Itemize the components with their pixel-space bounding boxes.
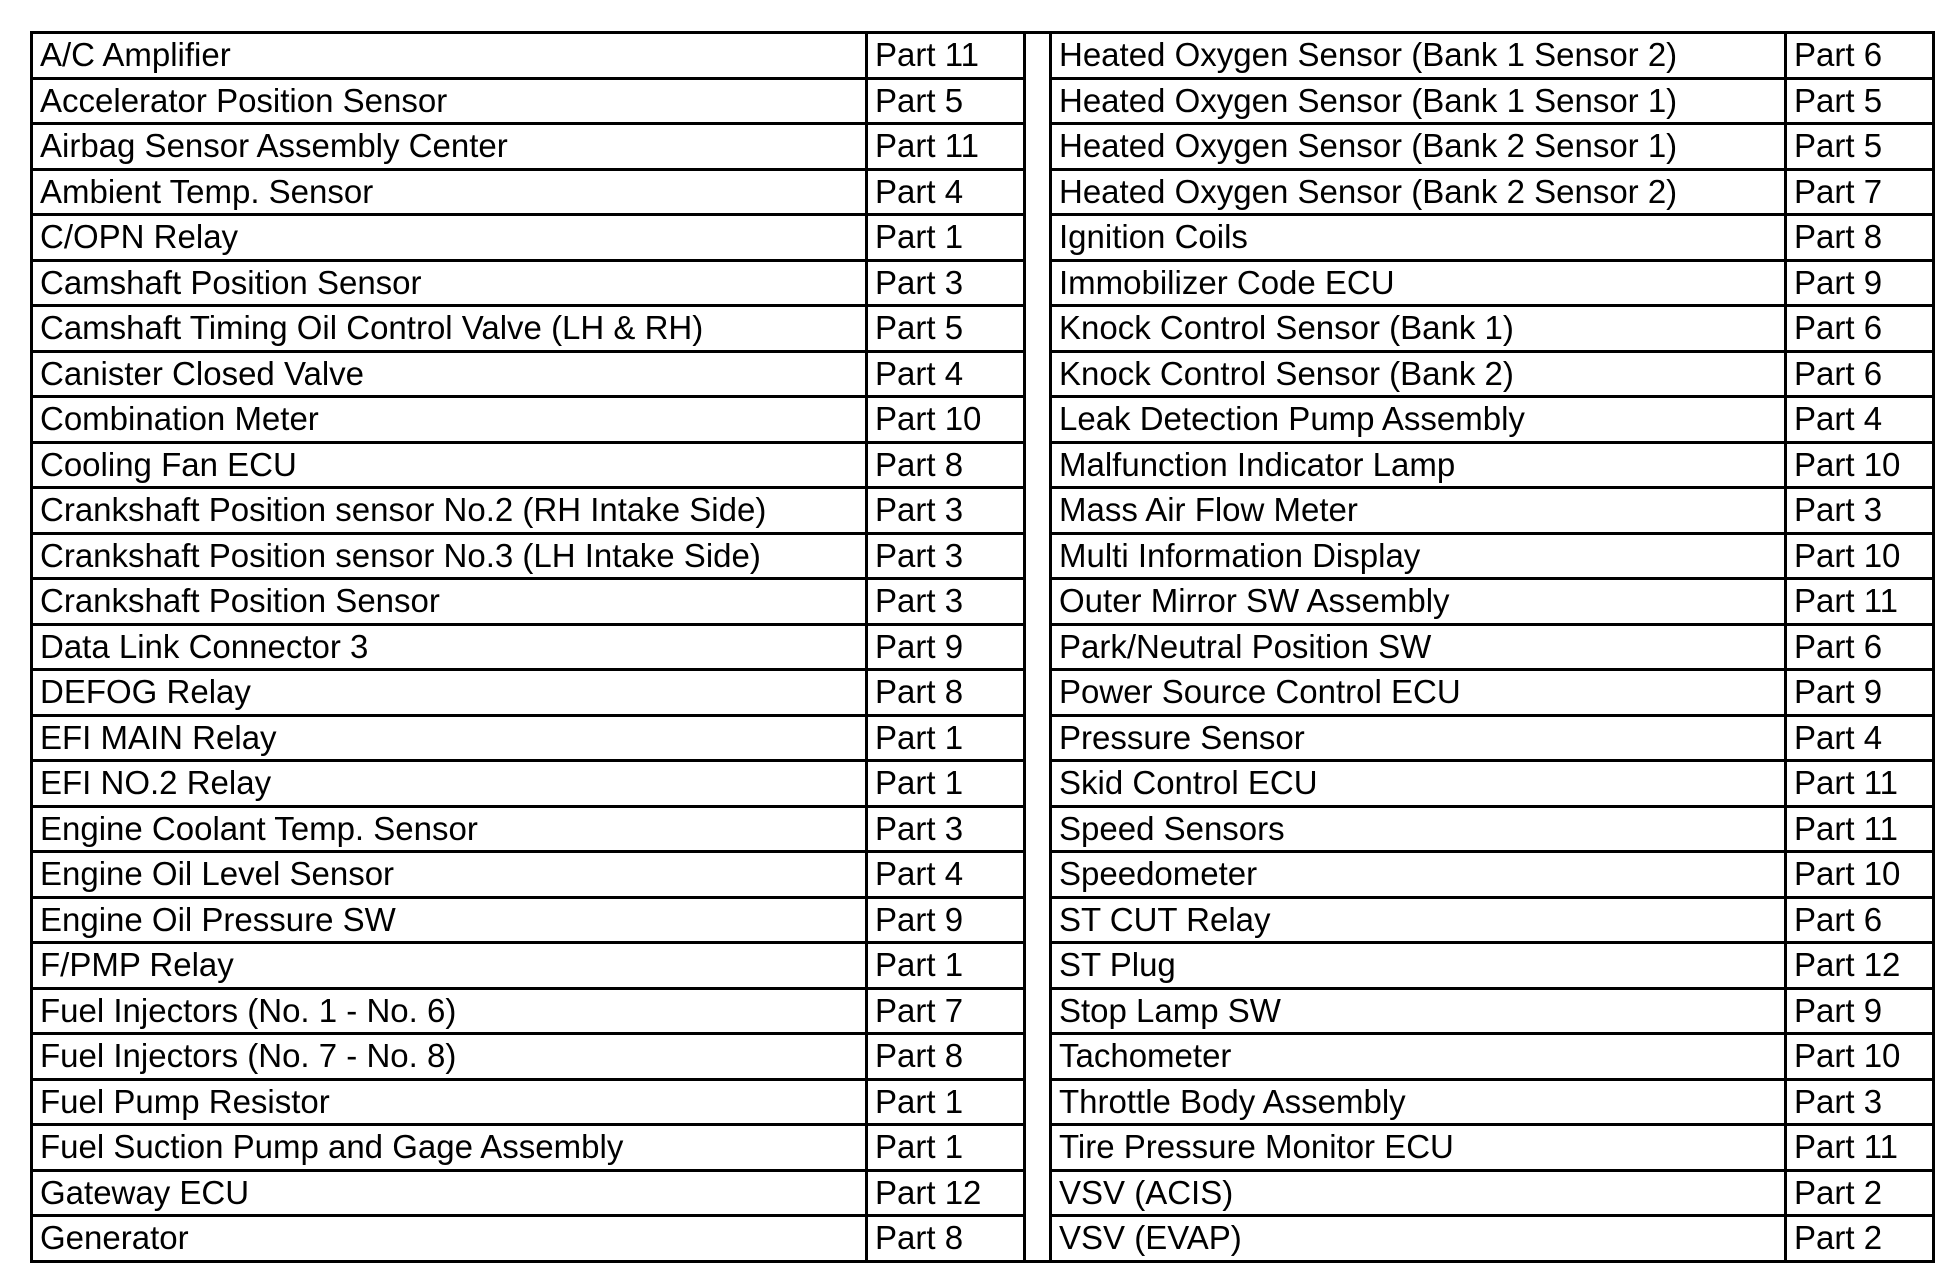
right-component-name: Heated Oxygen Sensor (Bank 1 Sensor 1) [1051,78,1786,124]
right-component-name: VSV (ACIS) [1051,1170,1786,1216]
right-component-name: Heated Oxygen Sensor (Bank 2 Sensor 2) [1051,169,1786,215]
left-component-part: Part 8 [867,1034,1025,1080]
left-component-part: Part 4 [867,852,1025,898]
right-component-part: Part 3 [1786,1079,1934,1125]
left-component-name: Engine Oil Level Sensor [32,852,867,898]
left-component-name: EFI NO.2 Relay [32,761,867,807]
left-component-name: F/PMP Relay [32,943,867,989]
table-row [32,1125,1934,1171]
left-component-name: A/C Amplifier [32,33,867,79]
table-row [32,1170,1934,1216]
right-component-part: Part 10 [1786,852,1934,898]
left-component-part: Part 1 [867,761,1025,807]
table-row [32,1034,1934,1080]
left-component-part: Part 5 [867,78,1025,124]
left-component-part: Part 9 [867,897,1025,943]
right-component-part: Part 6 [1786,33,1934,79]
column-gap [1025,488,1051,534]
right-component-name: Malfunction Indicator Lamp [1051,442,1786,488]
right-component-part: Part 7 [1786,169,1934,215]
left-component-part: Part 11 [867,124,1025,170]
right-component-name: Speedometer [1051,852,1786,898]
right-component-part: Part 11 [1786,806,1934,852]
right-component-part: Part 10 [1786,442,1934,488]
table-row [32,579,1934,625]
column-gap [1025,215,1051,261]
right-component-part: Part 8 [1786,215,1934,261]
column-gap [1025,579,1051,625]
table-row [32,1216,1934,1262]
right-component-name: ST CUT Relay [1051,897,1786,943]
table-row [32,1079,1934,1125]
left-component-name: Engine Oil Pressure SW [32,897,867,943]
column-gap [1025,943,1051,989]
left-component-name: Fuel Pump Resistor [32,1079,867,1125]
left-component-name: Fuel Suction Pump and Gage Assembly [32,1125,867,1171]
right-component-name: Immobilizer Code ECU [1051,260,1786,306]
right-component-name: Tachometer [1051,1034,1786,1080]
table-row [32,533,1934,579]
left-component-name: Canister Closed Valve [32,351,867,397]
column-gap [1025,715,1051,761]
left-component-part: Part 3 [867,579,1025,625]
right-component-part: Part 9 [1786,670,1934,716]
right-component-part: Part 4 [1786,397,1934,443]
right-component-name: Heated Oxygen Sensor (Bank 1 Sensor 2) [1051,33,1786,79]
column-gap [1025,670,1051,716]
right-component-name: ST Plug [1051,943,1786,989]
left-component-name: Fuel Injectors (No. 7 - No. 8) [32,1034,867,1080]
right-component-name: Power Source Control ECU [1051,670,1786,716]
left-component-part: Part 9 [867,624,1025,670]
left-component-part: Part 3 [867,260,1025,306]
table-row [32,852,1934,898]
left-component-part: Part 8 [867,670,1025,716]
left-component-name: Crankshaft Position sensor No.2 (RH Intake Side) [32,488,867,534]
column-gap [1025,988,1051,1034]
right-component-name: Knock Control Sensor (Bank 1) [1051,306,1786,352]
column-gap [1025,761,1051,807]
table-row [32,169,1934,215]
left-component-name: Accelerator Position Sensor [32,78,867,124]
table-row [32,442,1934,488]
left-component-part: Part 3 [867,533,1025,579]
right-component-name: Throttle Body Assembly [1051,1079,1786,1125]
left-component-name: Airbag Sensor Assembly Center [32,124,867,170]
left-component-name: Fuel Injectors (No. 1 - No. 6) [32,988,867,1034]
left-component-name: Crankshaft Position Sensor [32,579,867,625]
right-component-part: Part 6 [1786,897,1934,943]
table-row [32,761,1934,807]
table-row [32,306,1934,352]
table-row [32,624,1934,670]
left-component-part: Part 8 [867,442,1025,488]
left-component-name: Ambient Temp. Sensor [32,169,867,215]
right-component-name: Ignition Coils [1051,215,1786,261]
table-row [32,215,1934,261]
left-component-part: Part 1 [867,1125,1025,1171]
table-row [32,715,1934,761]
column-gap [1025,260,1051,306]
table-row [32,351,1934,397]
column-gap [1025,852,1051,898]
right-component-name: Leak Detection Pump Assembly [1051,397,1786,443]
left-component-name: Camshaft Timing Oil Control Valve (LH & RH) [32,306,867,352]
left-component-name: Crankshaft Position sensor No.3 (LH Intake Side) [32,533,867,579]
right-component-part: Part 11 [1786,761,1934,807]
table-row [32,78,1934,124]
left-component-part: Part 3 [867,488,1025,534]
right-component-name: Pressure Sensor [1051,715,1786,761]
column-gap [1025,1034,1051,1080]
left-component-part: Part 11 [867,33,1025,79]
table-row [32,488,1934,534]
right-component-name: Mass Air Flow Meter [1051,488,1786,534]
column-gap [1025,533,1051,579]
left-component-name: C/OPN Relay [32,215,867,261]
column-gap [1025,1216,1051,1262]
right-component-name: Multi Information Display [1051,533,1786,579]
left-component-name: Data Link Connector 3 [32,624,867,670]
right-component-part: Part 11 [1786,579,1934,625]
left-component-part: Part 10 [867,397,1025,443]
right-component-part: Part 6 [1786,351,1934,397]
column-gap [1025,624,1051,670]
column-gap [1025,169,1051,215]
right-component-name: Tire Pressure Monitor ECU [1051,1125,1786,1171]
right-component-name: Park/Neutral Position SW [1051,624,1786,670]
right-component-part: Part 6 [1786,624,1934,670]
right-component-name: Knock Control Sensor (Bank 2) [1051,351,1786,397]
right-component-part: Part 2 [1786,1170,1934,1216]
left-component-name: Camshaft Position Sensor [32,260,867,306]
left-component-name: Engine Coolant Temp. Sensor [32,806,867,852]
table-row [32,806,1934,852]
left-component-part: Part 5 [867,306,1025,352]
column-gap [1025,351,1051,397]
left-component-name: EFI MAIN Relay [32,715,867,761]
left-component-part: Part 1 [867,943,1025,989]
table-row [32,124,1934,170]
right-component-name: Skid Control ECU [1051,761,1786,807]
left-component-name: DEFOG Relay [32,670,867,716]
column-gap [1025,124,1051,170]
table-row [32,397,1934,443]
left-component-name: Combination Meter [32,397,867,443]
left-component-name: Gateway ECU [32,1170,867,1216]
table-row [32,897,1934,943]
right-component-part: Part 12 [1786,943,1934,989]
right-component-name: VSV (EVAP) [1051,1216,1786,1262]
column-gap [1025,78,1051,124]
right-component-name: Stop Lamp SW [1051,988,1786,1034]
column-gap [1025,1079,1051,1125]
right-component-name: Outer Mirror SW Assembly [1051,579,1786,625]
left-component-part: Part 12 [867,1170,1025,1216]
column-gap [1025,397,1051,443]
right-component-part: Part 5 [1786,78,1934,124]
right-component-part: Part 9 [1786,260,1934,306]
right-component-part: Part 3 [1786,488,1934,534]
left-component-part: Part 4 [867,351,1025,397]
right-component-part: Part 11 [1786,1125,1934,1171]
table-row [32,988,1934,1034]
right-component-part: Part 4 [1786,715,1934,761]
column-gap [1025,442,1051,488]
left-component-part: Part 7 [867,988,1025,1034]
table-row [32,670,1934,716]
left-component-part: Part 3 [867,806,1025,852]
column-gap [1025,1170,1051,1216]
right-component-part: Part 10 [1786,533,1934,579]
component-index-body [32,33,1934,1262]
column-gap [1025,306,1051,352]
right-component-part: Part 9 [1786,988,1934,1034]
right-component-name: Speed Sensors [1051,806,1786,852]
left-component-part: Part 4 [867,169,1025,215]
left-component-part: Part 1 [867,715,1025,761]
left-component-part: Part 1 [867,1079,1025,1125]
right-component-part: Part 6 [1786,306,1934,352]
table-row [32,943,1934,989]
left-component-name: Cooling Fan ECU [32,442,867,488]
right-component-part: Part 2 [1786,1216,1934,1262]
column-gap [1025,1125,1051,1171]
column-gap [1025,897,1051,943]
table-row [32,33,1934,79]
left-component-part: Part 1 [867,215,1025,261]
column-gap [1025,33,1051,79]
right-component-part: Part 10 [1786,1034,1934,1080]
right-component-part: Part 5 [1786,124,1934,170]
left-component-name: Generator [32,1216,867,1262]
column-gap [1025,806,1051,852]
right-component-name: Heated Oxygen Sensor (Bank 2 Sensor 1) [1051,124,1786,170]
left-component-part: Part 8 [867,1216,1025,1262]
table-row [32,260,1934,306]
component-index-table [30,31,1935,1263]
